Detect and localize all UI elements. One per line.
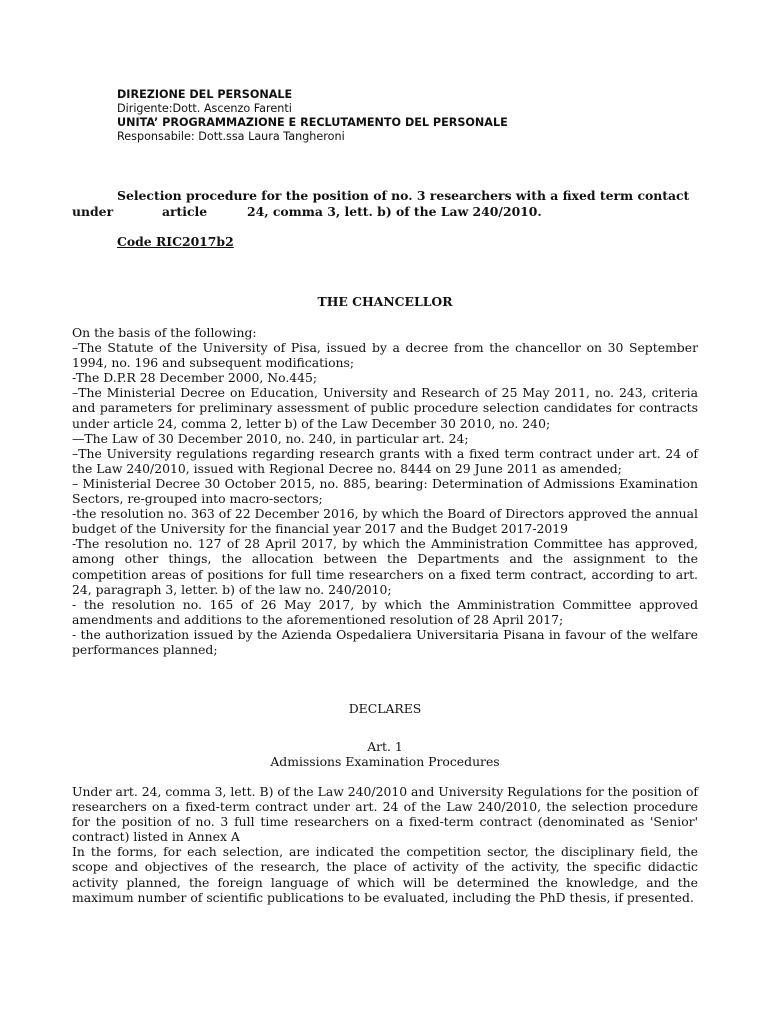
article-paragraph: Under art. 24, comma 3, lett. B) of the Law 240/2010 and University Regulations for the position of researchers on a fixed-term contract under art. 24 of the Law 240/2010, the selection procedure for the position of no. 3 full time researchers on a fixed-term contract (denominated as 'Senior' contract) listed in Annex A bbox=[72, 784, 698, 845]
premise-item: –The Statute of the University of Pisa, issued by a decree from the chancellor on 30 September 1994, no. 196 and subsequent modifications; bbox=[72, 340, 698, 371]
unit-name: UNITA’ PROGRAMMAZIONE E RECLUTAMENTO DEL PERSONALE bbox=[117, 116, 508, 129]
subject-word-article: article bbox=[162, 204, 208, 219]
declares-heading: DECLARES bbox=[348, 701, 422, 716]
premise-item: —The Law of 30 December 2010, no. 240, in particular art. 24; bbox=[72, 430, 469, 446]
department-name: DIREZIONE DEL PERSONALE bbox=[117, 88, 293, 101]
chancellor-heading: THE CHANCELLOR bbox=[317, 294, 453, 309]
subject-law-reference: 24, comma 3, lett. b) of the Law 240/2010. bbox=[247, 204, 542, 219]
article-heading bbox=[0, 739, 770, 769]
premise-item: - the authorization issued by the Azienda Ospedaliera Universitaria Pisana in favour of the welfare performances planned; bbox=[72, 626, 698, 657]
premise-item: -The D.P.R 28 December 2000, No.445; bbox=[72, 370, 318, 386]
premise-item: -the resolution no. 363 of 22 December 2016, by which the Board of Directors approved the annual budget of the University for the financial year 2017 and the Budget 2017-2019 bbox=[72, 506, 698, 537]
director-name: Dirigente:Dott. Ascenzo Farenti bbox=[117, 102, 292, 115]
subject-line-2 bbox=[72, 204, 698, 220]
premise-item: – Ministerial Decree 30 October 2015, no. 885, bearing: Determination of Admissions Examination Sectors, re-grouped into macro-sectors; bbox=[72, 475, 698, 507]
premise-item: - the resolution no. 165 of 26 May 2017, by which the Amministration Committee approved amendments and additions to the aforementioned resolution of 28 April 2017; bbox=[72, 596, 698, 627]
premise-item: -The resolution no. 127 of 28 April 2017, by which the Amministration Committee has approved, among other things, the allocation between the Departments and the assignment to the competition areas of positions for full time researchers on a fixed term contract, according to art. 24, paragraph 3, letter. b) of the law no. 240/2010; bbox=[72, 536, 698, 597]
premise-intro: On the basis of the following: bbox=[72, 325, 257, 340]
article-paragraph: In the forms, for each selection, are indicated the competition sector, the disciplinary field, the scope and objectives of the research, the place of activity of the activity, the specific didactic activity planned, the foreign language of which will be determined the knowledge, and the maximum number of scientific publications to be evaluated, including the PhD thesis, if presented. bbox=[72, 844, 698, 905]
article-title: Admissions Examination Procedures bbox=[270, 754, 500, 769]
responsible-name: Responsabile: Dott.ssa Laura Tangheroni bbox=[117, 130, 345, 143]
subject-word-under: under bbox=[72, 204, 114, 219]
letterhead bbox=[117, 88, 717, 144]
premise-item: –The University regulations regarding research grants with a fixed term contract under art. 24 of the Law 240/2010, issued with Regional Decree no. 8444 on 29 June 2011 as amended; bbox=[72, 445, 698, 476]
subject-heading bbox=[72, 188, 698, 220]
premise-item: –The Ministerial Decree on Education, University and Research of 25 May 2011, no. 243, criteria and parameters for preliminary assessment of public procedure selection candidates for contracts under article 24, comma 2, letter b) of the Law December 30 2010, no. 240; bbox=[72, 385, 698, 431]
premises-section bbox=[72, 325, 698, 657]
article-body bbox=[72, 784, 698, 905]
subject-line-1: Selection procedure for the position of no. 3 researchers with a fixed term contact bbox=[117, 188, 690, 203]
article-number: Art. 1 bbox=[367, 739, 403, 754]
procedure-code: Code RIC2017b2 bbox=[117, 234, 234, 249]
